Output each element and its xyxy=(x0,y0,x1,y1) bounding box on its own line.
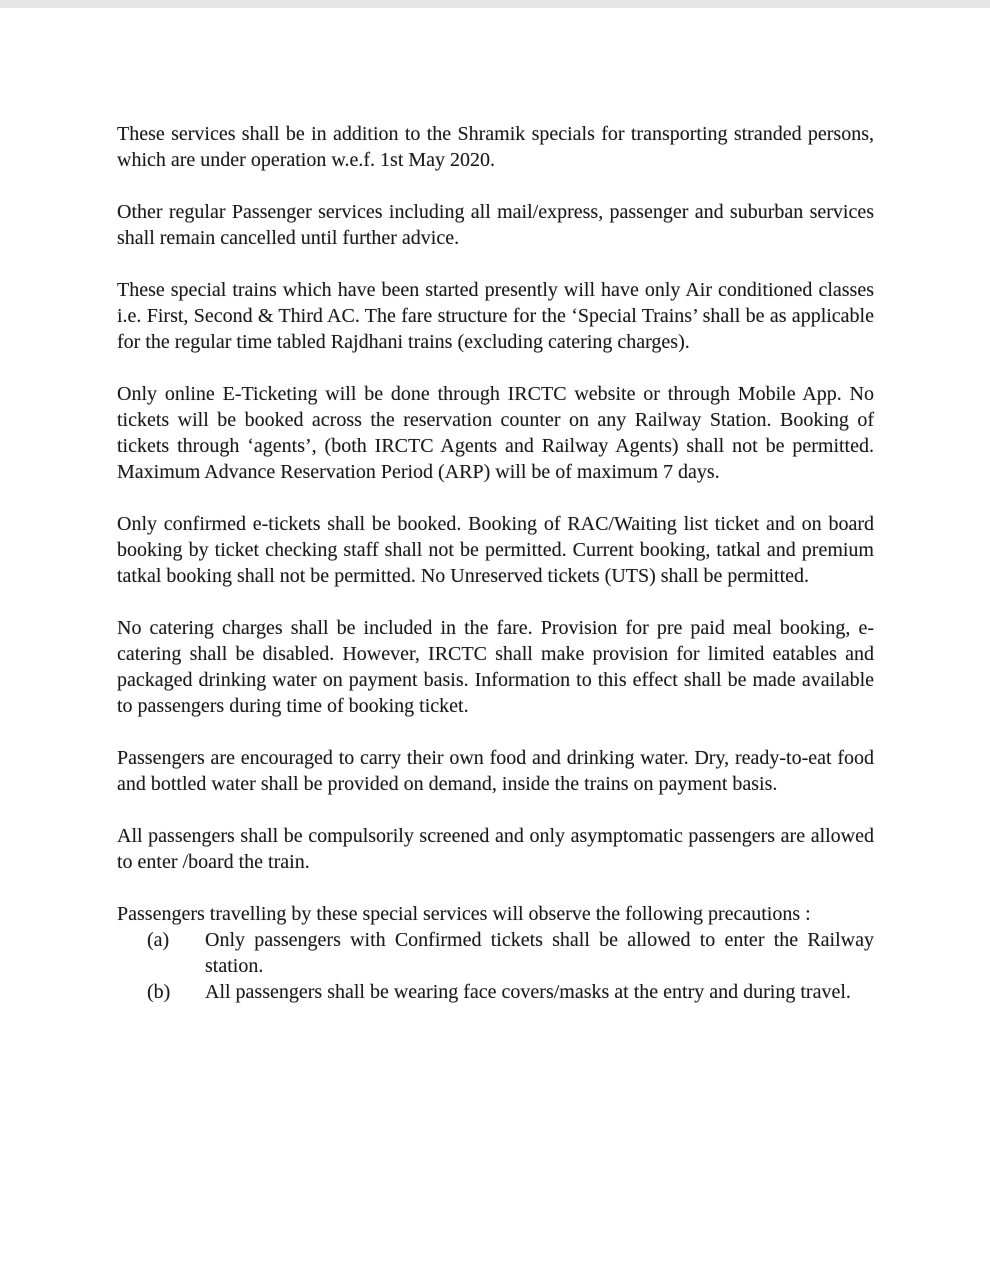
list-item-a-text: Only passengers with Confirmed tickets shall be allowed to enter the Railway station. xyxy=(205,929,874,977)
paragraph-shramik-specials: These services shall be in addition to the Shramik specials for transporting stranded persons, which are under operation w.e.f. 1st May 2020. xyxy=(117,123,874,171)
paragraph-regular-services-cancelled: Other regular Passenger services including all mail/express, passenger and suburban services shall remain cancelled until further advice. xyxy=(117,201,874,249)
paragraph-precautions-intro: Passengers travelling by these special services will observe the following precautions : xyxy=(117,903,811,925)
paragraph-screening: All passengers shall be compulsorily screened and only asymptomatic passengers are allowed to enter /board the train. xyxy=(117,825,874,873)
paragraph-confirmed-etickets: Only confirmed e-tickets shall be booked. Booking of RAC/Waiting list ticket and on board booking by ticket checking staff shall not be permitted. Current booking, tatkal and premium tatkal booking shall not be permitted. No Unreserved tickets (UTS) shall be permitted. xyxy=(117,513,874,587)
document-page xyxy=(117,121,874,1005)
paragraph-special-trains-classes: These special trains which have been started presently will have only Air conditioned classes i.e. First, Second & Third AC. The fare structure for the ‘Special Trains’ shall be as applicable for the regular time tabled Rajdhani trains (excluding catering charges). xyxy=(117,279,874,353)
list-item-b-label: (b) xyxy=(147,981,171,1003)
list-item-a xyxy=(117,927,874,979)
paragraph-own-food-water: Passengers are encouraged to carry their own food and drinking water. Dry, ready-to-eat food and bottled water shall be provided on demand, inside the trains on payment basis. xyxy=(117,747,874,795)
scan-edge-bar xyxy=(0,0,990,8)
list-item-b-text: All passengers shall be wearing face covers/masks at the entry and during travel. xyxy=(205,981,851,1003)
paragraph-eticketing: Only online E-Ticketing will be done through IRCTC website or through Mobile App. No tickets will be booked across the reservation counter on any Railway Station. Booking of tickets through ‘agents’, (both IRCTC Agents and Railway Agents) shall not be permitted. Maximum Advance Reservation Period (ARP) will be of maximum 7 days. xyxy=(117,383,874,483)
precautions-list xyxy=(117,927,874,1005)
list-item-a-label: (a) xyxy=(147,929,170,951)
paragraph-catering-charges: No catering charges shall be included in the fare. Provision for pre paid meal booking, e-catering shall be disabled. However, IRCTC shall make provision for limited eatables and packaged drinking water on payment basis. Information to this effect shall be made available to passengers during time of booking ticket. xyxy=(117,617,874,717)
list-item-b xyxy=(117,979,874,1005)
